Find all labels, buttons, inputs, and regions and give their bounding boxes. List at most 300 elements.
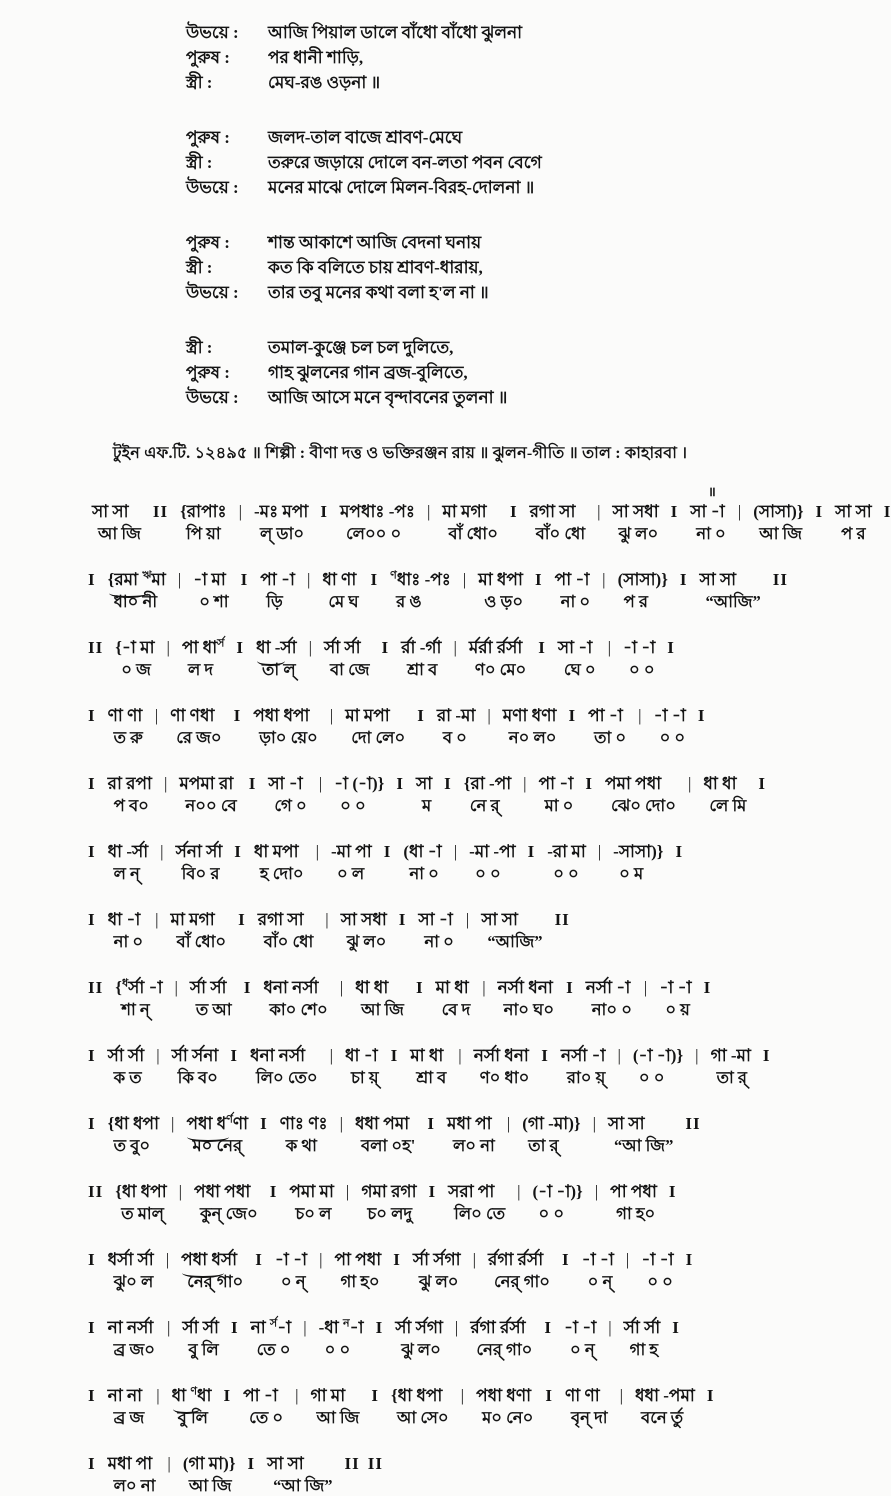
bar-marker: |	[643, 978, 648, 997]
notation-cell	[258, 909, 314, 952]
notation-cell	[108, 1453, 156, 1496]
notation-text: (-া -া)}	[632, 1046, 684, 1065]
lyric-syllable: না ০	[424, 932, 454, 951]
notation-text: ধা -র্সা	[256, 638, 297, 657]
notation-text: সা সা	[699, 570, 737, 589]
notation-text: ধা -া	[345, 1046, 378, 1065]
bar-marker: I	[815, 502, 824, 521]
lyric-syllable: প র	[623, 592, 648, 611]
notation-cell	[289, 1181, 334, 1224]
bar-marker: I	[672, 1318, 680, 1337]
notation-text: নর্সা -া	[585, 978, 631, 997]
notation-text: সা সা	[481, 910, 518, 929]
lyric-syllable: ড়া০ য়ে০	[259, 728, 318, 747]
bar-marker: I	[562, 1250, 570, 1269]
notation-text: পধা ধপা	[253, 706, 310, 725]
lyric-syllable: আ জি	[188, 1476, 232, 1495]
bar-marker: |	[638, 706, 642, 725]
notation-cell	[418, 909, 454, 952]
notation-cell	[186, 1113, 248, 1156]
lyric-syllable: বাঁ ধো০	[176, 932, 227, 951]
notation-cell	[335, 1249, 382, 1292]
notation-text: না না	[107, 1386, 143, 1405]
lyric-syllable: বলা ০হ'	[361, 1136, 416, 1155]
notation-cell	[243, 1385, 283, 1428]
lyric-syllable: ত আ	[195, 1000, 232, 1019]
notation-text: মপমা রা	[179, 774, 234, 793]
lyric-syllable: দো লে০	[351, 728, 406, 747]
notation-cell	[401, 637, 441, 680]
lyric-text: আজি আসে মনে বৃন্দাবনের তুলনা ॥	[268, 388, 508, 407]
notation-text: পমা পধা	[605, 774, 662, 793]
bar-marker: |	[174, 978, 178, 997]
lyric-syllable: ০ ০	[475, 864, 501, 883]
lyric-line	[186, 45, 800, 70]
bar-marker: I	[88, 1454, 96, 1473]
notation-text: সা সধা	[612, 502, 659, 521]
bar-marker: |	[295, 1386, 299, 1405]
lyric-syllable: ০ ন্	[280, 1272, 306, 1291]
stanza	[186, 230, 800, 305]
bar-marker: II	[685, 1114, 701, 1133]
lyric-syllable: ল০ না	[113, 1476, 156, 1495]
notation-cell	[390, 569, 451, 612]
lyric-text: কত কি বলিতে চায় শ্রাবণ-ধারায়,	[268, 258, 483, 277]
lyric-syllable: না ০	[113, 932, 144, 951]
score-line	[84, 1045, 770, 1088]
lyric-syllable: ত রু	[113, 728, 143, 747]
notation-text: র্সা র্সা	[323, 638, 361, 657]
bar-marker: |	[506, 1114, 511, 1133]
lyric-syllable: শা ন্	[121, 1000, 150, 1019]
notation-cell	[464, 773, 511, 816]
bar-marker: |	[339, 978, 344, 997]
notation-cell	[275, 1249, 307, 1292]
bar-marker: I	[88, 570, 96, 589]
lyric-syllable: ত মাল্	[121, 1204, 164, 1223]
bar-marker: |	[454, 1318, 459, 1337]
notation-cell	[481, 909, 542, 952]
bar-marker: I	[240, 570, 249, 589]
lyric-line	[186, 280, 800, 305]
notation-text: সা -া	[690, 502, 725, 521]
score-line	[84, 1317, 770, 1360]
notation-text: (-া -া)}	[532, 1182, 583, 1201]
bar-marker: I	[417, 706, 425, 725]
lyric-syllable: ০ ০	[638, 1068, 665, 1087]
bar-marker: I	[248, 774, 257, 793]
notation-text: -মা পা	[330, 842, 372, 861]
notation-text: -া মা	[193, 570, 226, 589]
bar-marker: I	[566, 978, 574, 997]
notation-text: সা সা	[92, 502, 129, 521]
notation-text: নর্সা ধনা	[497, 978, 553, 997]
notation-text: সা সা	[835, 502, 872, 521]
lyric-syllable: চ০ লদু	[367, 1204, 413, 1223]
lyric-line	[186, 125, 800, 150]
bar-marker: I	[88, 774, 96, 793]
lyric-syllable: ০ ল	[336, 864, 365, 883]
slur-mark	[173, 1404, 200, 1414]
lyric-text: মেঘ-রঙ ওড়না ॥	[268, 73, 381, 92]
bar-marker: I	[371, 1386, 379, 1405]
lyric-text: তরুরে জড়ায়ে দোলে বন-লতা পবন বেগে	[268, 153, 542, 172]
notation-text: রা -মা	[436, 706, 476, 725]
notation-cell	[324, 637, 370, 680]
notation-text: পা -া	[260, 570, 295, 589]
stanza	[186, 20, 800, 95]
bar-marker: I	[393, 1250, 401, 1269]
bar-marker: |	[592, 1114, 596, 1133]
lyric-syllable: “আ জি”	[273, 1476, 333, 1495]
notation-cell	[193, 569, 228, 612]
notation-cell	[635, 1385, 695, 1428]
bar-marker: I	[88, 706, 96, 725]
lyric-line	[186, 360, 800, 385]
bar-marker: |	[306, 570, 311, 589]
bar-marker: I	[375, 1318, 384, 1337]
notation-text: (ধা -া	[403, 842, 442, 861]
notation-cell	[108, 569, 166, 612]
lyric-syllable: ম০ নে০	[482, 1408, 534, 1427]
notation-text: পা পধা	[334, 1250, 382, 1269]
notation-cell	[613, 501, 659, 544]
lyric-syllable: ব্র জ০	[113, 1340, 155, 1359]
notation-cell	[659, 977, 691, 1020]
bar-marker: I	[320, 502, 328, 521]
notation-cell	[345, 1045, 379, 1088]
bar-marker: |	[178, 1182, 183, 1201]
bar-marker: I	[544, 1318, 553, 1337]
notation-cell	[310, 1385, 359, 1428]
notation-text: রগা সা	[257, 910, 304, 929]
slur-mark	[109, 588, 149, 598]
bar-marker: I	[527, 842, 536, 861]
notation-text: {-া মা	[115, 638, 155, 657]
lyric-syllable: বি০ র	[181, 864, 220, 883]
notation-cell	[260, 569, 295, 612]
bar-marker: |	[154, 706, 159, 725]
notation-text: মা মপা	[345, 706, 390, 725]
lyric-syllable: প ব০	[113, 796, 149, 815]
notation-text: (সাসা)}	[753, 502, 804, 521]
bar-marker: II	[88, 978, 104, 997]
lyric-syllable: কুন্ জে০	[200, 1204, 258, 1223]
lyric-syllable: বাঁ০ ধো	[535, 524, 586, 543]
notation-cell	[254, 841, 304, 884]
notation-cell	[654, 705, 686, 748]
lyric-syllable: ল্ ডা০	[260, 524, 305, 543]
lyric-syllable: ঘে ০	[563, 660, 596, 679]
speaker-label: স্ত্রী :	[186, 258, 213, 277]
lyric-syllable: “আজি”	[487, 932, 543, 951]
notation-cell	[498, 977, 554, 1020]
notation-text: ণাঃ ণঃ	[279, 1114, 328, 1133]
sam-mark: ॥	[708, 484, 716, 499]
lyric-syllable: ০ শা	[199, 592, 229, 611]
notation-cell	[250, 1045, 318, 1088]
notation-text: সা	[416, 774, 433, 793]
notation-cell	[532, 1181, 582, 1224]
lyric-syllable: ০ ন্	[570, 1340, 595, 1359]
lyric-line	[186, 20, 800, 45]
lyric-syllable: ০ য়	[665, 1000, 690, 1019]
bar-marker: I	[223, 1386, 232, 1405]
score-line	[84, 1249, 770, 1292]
bar-marker: |	[426, 502, 431, 521]
lyric-syllable: ত বু০	[113, 1136, 151, 1155]
lyric-syllable: ড়ি	[266, 592, 283, 611]
notation-cell	[341, 909, 387, 952]
bar-marker: I	[88, 1046, 96, 1065]
lyric-syllable: নের্ গা০	[187, 1272, 244, 1291]
notation-cell	[172, 1045, 219, 1088]
notation-text: -া (-া)}	[334, 774, 385, 793]
bar-marker: I	[88, 842, 96, 861]
notation-cell	[115, 637, 154, 680]
notation-cell	[108, 1385, 145, 1428]
notation-cell	[251, 1317, 292, 1360]
bar-marker: I	[390, 1046, 399, 1065]
notation-text: ধধা পমা	[355, 1114, 410, 1133]
bar-marker: |	[523, 774, 527, 793]
bar-marker: |	[625, 1250, 630, 1269]
notation-cell	[690, 484, 726, 544]
notation-text: {ধা ধপা	[107, 1114, 160, 1133]
lyric-syllable: ০ ০	[659, 728, 686, 747]
lyric-syllable: আ জি	[361, 1000, 404, 1019]
bar-marker: I	[670, 502, 679, 521]
notation-cell	[555, 569, 591, 612]
score-line	[84, 909, 770, 952]
notation-text: {রমা $^ঋ$মা	[107, 569, 166, 589]
bar-marker: I	[415, 978, 424, 997]
lyric-syllable: ঝু ল০	[618, 524, 659, 543]
lyric-syllable: নের্ গা০	[476, 1340, 533, 1359]
notation-cell	[522, 1113, 580, 1156]
bar-marker: I	[668, 1182, 677, 1201]
speaker-label: পুরুষ :	[186, 128, 230, 147]
notation-cell	[582, 1249, 614, 1292]
notation-cell	[558, 637, 596, 680]
notation-text: পমা মা	[289, 1182, 334, 1201]
bar-marker: I	[675, 842, 684, 861]
bar-marker: I	[243, 978, 252, 997]
bar-marker: |	[608, 1318, 612, 1337]
bar-marker: I	[233, 706, 242, 725]
notation-cell	[171, 909, 227, 952]
lyric-syllable: ব ০	[442, 728, 467, 747]
lyric-syllable: লে০০ ০	[345, 524, 402, 543]
bar-marker: |	[303, 1318, 307, 1337]
lyric-syllable: ০ ন্	[587, 1272, 613, 1291]
notation-cell	[115, 977, 162, 1020]
notation-cell	[476, 1385, 533, 1428]
notation-text: ধা $^ণ$ধা	[171, 1385, 212, 1405]
bar-marker: |	[171, 1114, 175, 1133]
lyric-syllable: শ্রা ব	[416, 1068, 447, 1087]
notation-text: র্সা র্সগা	[395, 1318, 443, 1337]
bar-marker: I	[238, 910, 246, 929]
song-lyrics	[0, 0, 800, 410]
notation-cell	[179, 773, 236, 816]
notation-text: র্রগা র্রর্সা	[470, 1318, 526, 1337]
notation-cell	[624, 1317, 661, 1360]
notation-text: ধা মপা	[253, 842, 299, 861]
notation-text: পা ধা$^{র্স}$	[181, 637, 225, 657]
lyric-syllable: ০ ম	[619, 864, 644, 883]
bar-marker: |	[155, 910, 159, 929]
lyric-text: তার তবু মনের কথা বলা হ'ল না ॥	[268, 283, 489, 302]
lyric-syllable: না ০	[696, 524, 726, 543]
notation-text: র্সা র্সা	[107, 1046, 145, 1065]
bar-marker: |	[695, 1046, 699, 1065]
notation-cell	[470, 1317, 532, 1360]
lyric-syllable: ০ ০	[553, 864, 579, 883]
notation-text: নর্সা -া	[560, 1046, 606, 1065]
notation-cell	[319, 1317, 364, 1360]
notation-text: সা সা	[267, 1454, 304, 1473]
bar-marker: I	[88, 1318, 96, 1337]
notation-cell	[608, 1113, 673, 1156]
notation-cell	[254, 501, 308, 544]
lyric-syllable: তা ০	[594, 728, 627, 747]
notation-cell	[436, 977, 471, 1020]
bar-marker: II	[344, 1454, 360, 1473]
notation-text: {ধা ধপা	[115, 1182, 167, 1201]
bar-marker: |	[329, 706, 334, 725]
lyric-syllable: বু লি	[188, 1340, 219, 1359]
bar-marker: |	[165, 1250, 170, 1269]
bar-marker: I	[234, 842, 242, 861]
notation-cell	[170, 705, 221, 748]
speaker-label: উভয়ে :	[186, 283, 239, 302]
lyric-text: শান্ত আকাশে আজি বেদনা ঘনায়	[268, 233, 482, 252]
notation-text: মধা পা	[447, 1114, 492, 1133]
notation-cell	[108, 1249, 154, 1292]
lyric-syllable: ধা০ নী	[113, 592, 158, 611]
notation-text: র্সনা র্সা	[175, 842, 223, 861]
bar-marker: |	[462, 570, 467, 589]
notation-cell	[547, 841, 586, 884]
score-line	[84, 569, 789, 612]
bar-marker: |	[160, 842, 164, 861]
lyric-text: তমাল-কুঞ্জে চল চল দুলিতে,	[268, 338, 454, 357]
bar-marker: |	[602, 570, 606, 589]
notation-text: -া -া	[653, 706, 686, 725]
bar-marker: II	[88, 638, 104, 657]
lyric-syllable: ঝু০ ল	[113, 1272, 154, 1291]
lyric-syllable: ন০ ল০	[508, 728, 557, 747]
bar-marker: |	[167, 1454, 171, 1473]
bar-marker: I	[427, 1114, 435, 1133]
notation-text: -মঃ মপা	[254, 502, 309, 521]
notation-text: মা মগা	[170, 910, 215, 929]
notation-cell	[108, 1113, 159, 1156]
notation-text: গা -মা	[710, 1046, 751, 1065]
notation-text: {রাপাঃ	[180, 502, 227, 521]
lyric-syllable: আ জি	[316, 1408, 360, 1427]
notation-text: -া -া	[641, 1250, 674, 1269]
notation-text: গা মা	[310, 1386, 346, 1405]
notation-cell	[355, 1113, 415, 1156]
notation-text: না $^{র্স}$-া	[250, 1317, 292, 1337]
lyric-syllable: শ্রা ব	[407, 660, 438, 679]
notation-cell	[623, 637, 655, 680]
notation-text: মা ধা	[410, 1046, 444, 1065]
notation-text: {ধা ধপা	[390, 1386, 443, 1405]
score-line	[84, 705, 770, 748]
bar-marker: I	[545, 1386, 553, 1405]
lyric-syllable: র ঙ	[396, 592, 422, 611]
notation-text: ধা -র্সা	[107, 842, 149, 861]
notation-cell	[448, 1181, 505, 1224]
notation-text: রা রপা	[107, 774, 152, 793]
bar-marker: |	[482, 978, 486, 997]
speaker-label: স্ত্রী :	[186, 73, 213, 92]
notation-text: $^ণ$ধাঃ -পঃ	[390, 569, 451, 589]
lyric-syllable: আ সে০	[396, 1408, 449, 1427]
lyric-syllable: ম০ নের্	[192, 1136, 243, 1155]
notation-cell	[442, 501, 498, 544]
lyric-syllable: ণ০ ধা০	[479, 1068, 530, 1087]
score-line	[84, 484, 891, 544]
lyric-line	[186, 230, 800, 255]
bar-marker: II	[772, 570, 789, 589]
lyric-line	[186, 255, 800, 280]
lyric-syllable: কা০ শে০	[269, 1000, 328, 1019]
notation-text: পা -া	[554, 570, 590, 589]
notation-text: র্সা র্সা	[189, 978, 227, 997]
bar-marker: |	[687, 774, 692, 793]
notation-cell	[469, 637, 526, 680]
notation-text: সরা পা	[448, 1182, 495, 1201]
bar-marker: |	[597, 842, 602, 861]
lyric-syllable: চা য়্	[351, 1068, 379, 1087]
lyric-syllable: “আ জি”	[613, 1136, 674, 1155]
notation-cell	[641, 1249, 673, 1292]
notation-text: সা -া	[268, 774, 303, 793]
notation-text: -া -া	[659, 978, 692, 997]
notation-cell	[753, 501, 803, 544]
lyric-syllable: না০ ঘ০	[503, 1000, 555, 1019]
notation-cell	[564, 1317, 596, 1360]
notation-text: ধা ধা	[355, 978, 389, 997]
lyric-syllable: বাঁ০ ধো	[263, 932, 314, 951]
notation-cell	[605, 773, 676, 816]
bar-marker: |	[318, 774, 323, 793]
speaker-label: স্ত্রী :	[186, 338, 213, 357]
lyric-syllable: নে র্	[469, 796, 500, 815]
bar-marker: I	[585, 774, 594, 793]
notation-text: -া -া	[581, 1250, 614, 1269]
notation-cell	[256, 637, 297, 680]
lyric-syllable: ল দ	[187, 660, 214, 679]
lyric-syllable: “আজি”	[705, 592, 761, 611]
score-line	[84, 637, 770, 680]
notation-cell	[361, 1181, 416, 1224]
notation-cell	[108, 841, 149, 884]
notation-text: পা পধা	[610, 1182, 657, 1201]
notation-text: পা -া	[538, 774, 574, 793]
lyric-syllable: ০ ০	[647, 1272, 673, 1291]
lyric-syllable: হ দো০	[259, 864, 304, 883]
notation-cell	[503, 705, 557, 748]
bar-marker: I	[703, 978, 712, 997]
speaker-label: উভয়ে :	[186, 23, 239, 42]
score-line	[84, 1181, 770, 1224]
lyric-syllable: ঝু ল০	[346, 932, 387, 951]
